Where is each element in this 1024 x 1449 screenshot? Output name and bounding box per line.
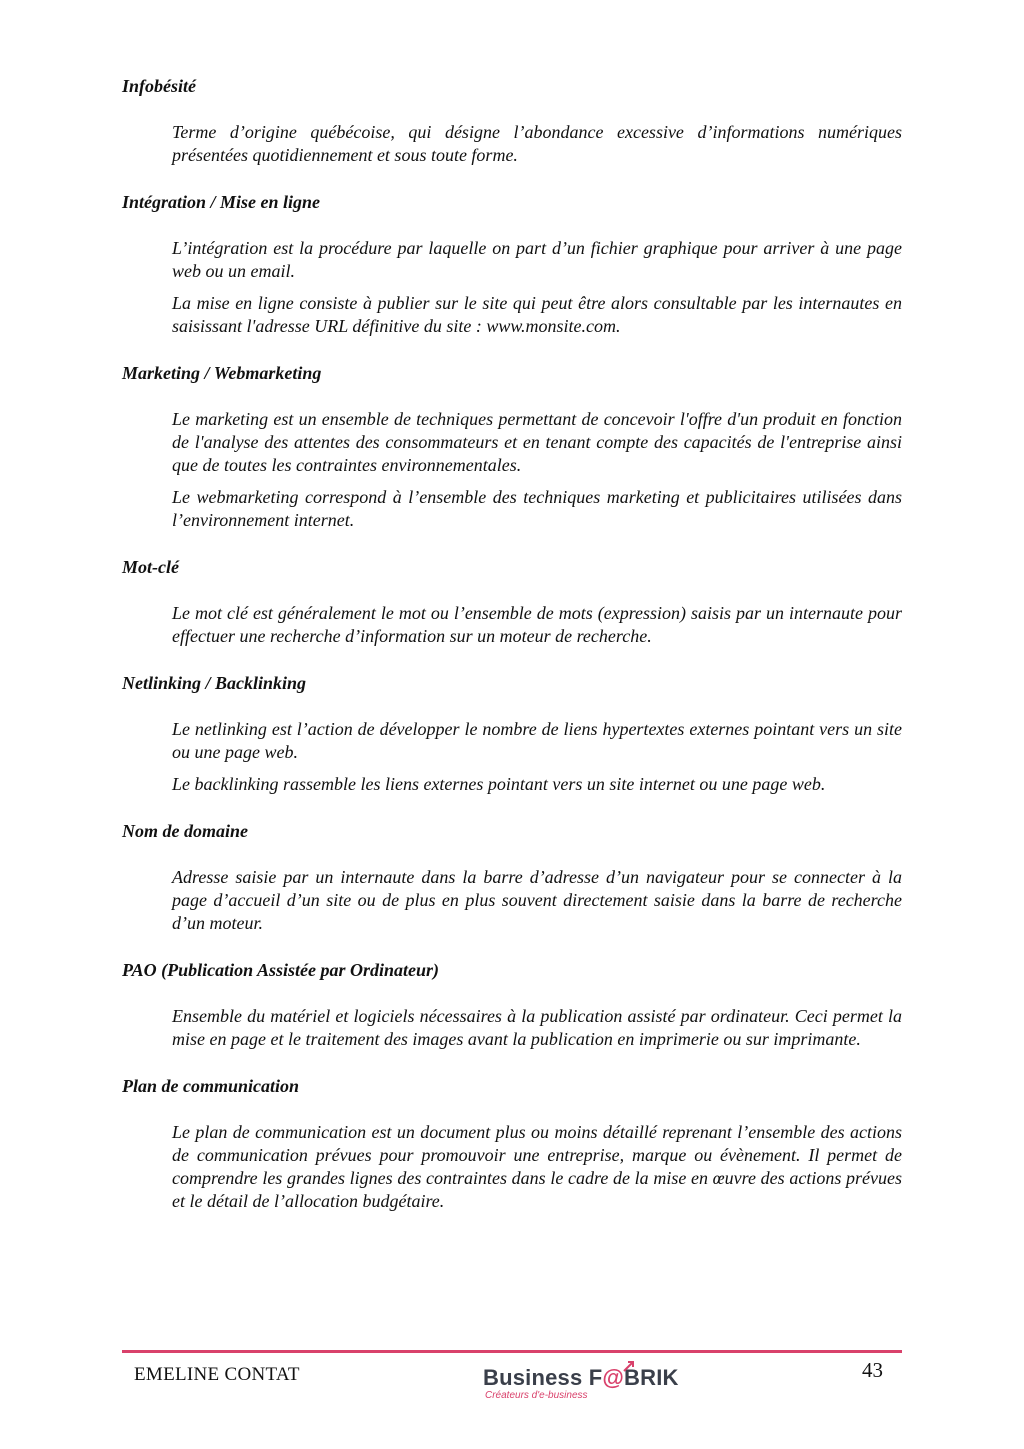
glossary-term: Marketing / Webmarketing (122, 363, 322, 383)
glossary-definition: Le netlinking est l’action de développer le nombre de liens hypertextes externes pointant vers un site ou une page web. (172, 719, 902, 762)
glossary-definition: Le marketing est un ensemble de techniques permettant de concevoir l'offre d'un produit en fonction de l'analyse des attentes des consommateurs et en tenant compte des capacités de l'entreprise ainsi que de toutes les contraintes environnementales. (172, 409, 902, 475)
glossary-definition: Le mot clé est généralement le mot ou l’ensemble de mots (expression) saisis par un internaute pour effectuer une recherche d’information sur un moteur de recherche. (172, 603, 902, 646)
logo-tagline: Créateurs d'e-business (485, 1390, 588, 1401)
glossary-term: PAO (Publication Assistée par Ordinateur) (122, 960, 440, 980)
logo-text-main: Business F (483, 1365, 603, 1390)
glossary-entry (122, 1074, 902, 1213)
glossary-definition: Le webmarketing correspond à l’ensemble des techniques marketing et publicitaires utilisées dans l’environnement internet. (172, 487, 902, 530)
glossary-definition: Terme d’origine québécoise, qui désigne l’abondance excessive d’informations numériques présentées quotidiennement et sous toute forme. (172, 122, 902, 165)
glossary-definition: Le backlinking rassemble les liens externes pointant vers un site internet ou une page web. (172, 774, 826, 794)
footer-author: EMELINE CONTAT (134, 1364, 300, 1385)
logo-arrow-icon (622, 1359, 636, 1373)
glossary-term: Plan de communication (122, 1076, 300, 1096)
glossary-term: Infobésité (122, 76, 196, 96)
logo-at-sign: @ (602, 1365, 625, 1390)
glossary-entry (122, 555, 902, 648)
glossary-term: Nom de domaine (122, 821, 248, 841)
page-number: 43 (862, 1358, 883, 1382)
glossary-entry (122, 958, 902, 1051)
glossary-term: Intégration / Mise en ligne (122, 192, 321, 212)
glossary-entry (122, 190, 902, 338)
glossary-entry (122, 671, 902, 796)
glossary-definition: Ensemble du matériel et logiciels nécessaires à la publication assisté par ordinateur. Ceci permet la mise en page et le traitement des images avant la publication en imprimerie ou sur imprimante. (172, 1006, 902, 1049)
glossary-entry (122, 74, 902, 167)
logo-wordmark (483, 1365, 679, 1391)
glossary-list (122, 74, 902, 1222)
glossary-entry (122, 819, 902, 935)
glossary-entry (122, 361, 902, 532)
glossary-definition: Le plan de communication est un document plus ou moins détaillé reprenant l’ensemble des actions de communication prévues pour promouvoir une entreprise, marque ou évènement. Il permet de comprendre les grandes lignes des contraintes dans le cadre de la mise en œuvre des actions prévues et le détail de l’allocation budgétaire. (172, 1122, 902, 1211)
glossary-definition: Adresse saisie par un internaute dans la barre d’adresse d’un navigateur pour se connecter à la page d’accueil d’un site ou de plus en plus souvent directement saisie dans la barre de recherche d’un moteur. (172, 867, 902, 933)
business-fabrik-logo (483, 1365, 683, 1409)
footer-divider (122, 1350, 902, 1353)
glossary-definition: L’intégration est la procédure par laquelle on part d’un fichier graphique pour arriver à une page web ou un email. (172, 238, 902, 281)
logo-text-end: BRIK (624, 1365, 679, 1390)
glossary-term: Mot-clé (122, 557, 179, 577)
glossary-term: Netlinking / Backlinking (122, 673, 307, 693)
glossary-definition: La mise en ligne consiste à publier sur le site qui peut être alors consultable par les internautes en saisissant l'adresse URL définitive du site : www.monsite.com. (172, 293, 902, 336)
